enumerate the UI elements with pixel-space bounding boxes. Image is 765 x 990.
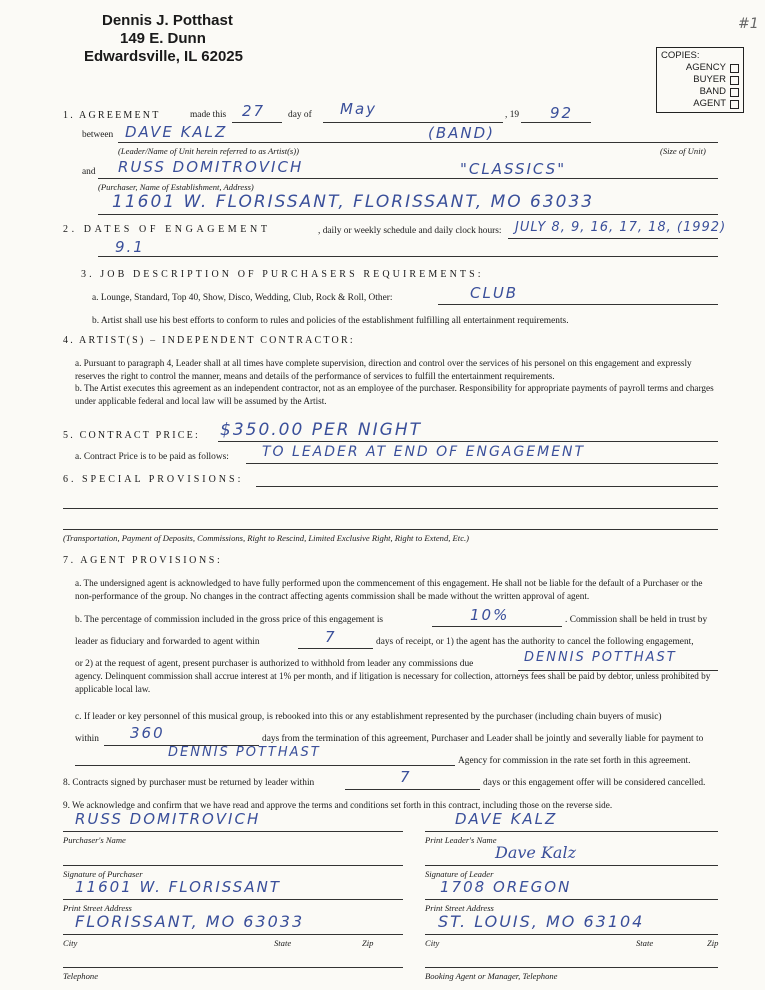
section-8-end: days or this engagement offer will be considered cancelled. xyxy=(483,778,706,788)
leader-street-label: Print Street Address xyxy=(425,903,494,913)
purchaser-street-field[interactable]: 11601 W. FLORISSANT xyxy=(75,878,281,896)
checkbox[interactable] xyxy=(730,64,739,73)
rebook-agency-field[interactable]: DENNIS POTTHAST xyxy=(168,745,321,760)
dates-field-2[interactable]: 9.1 xyxy=(115,238,145,256)
leader-caption: (Leader/Name of Unit herein referred to as Artist(s)) xyxy=(118,146,300,156)
section-6-label: 6. SPECIAL PROVISIONS: xyxy=(63,474,244,485)
purchaser-caption: (Purchaser, Name of Establishment, Address) xyxy=(98,182,254,192)
purchaser-city-label: City xyxy=(63,938,78,948)
section-7-b2-end: days of receipt, or 1) the agent has the authority to cancel the following engagement, xyxy=(376,637,694,647)
section-7-b3: or 2) at the request of agent, present purchaser is authorized to withhold from leader any commissions due xyxy=(75,659,474,669)
copy-agency[interactable] xyxy=(661,62,739,74)
section-7-c1: c. If leader or key personnel of this musical group, is rebooked into this or any establishment represented by the purchaser (including chain buyers of music) xyxy=(75,712,662,722)
copy-buyer[interactable] xyxy=(661,74,739,86)
section-4-label: 4. ARTIST(S) – INDEPENDENT CONTRACTOR: xyxy=(63,335,355,346)
section-7-a: a. The undersigned agent is acknowledged to have fully performed upon the commencement of this engagement. He shall not be liable for the default of a Purchaser or the non-performance of the group. No changes in the contract affecting agents commission shall be made without the written approval of agent. xyxy=(75,578,703,601)
agent-name: Dennis J. Potthast xyxy=(102,12,233,29)
section-7-c2: days from the termination of this agreement, Purchaser and Leader shall be jointly and severally liable for payment to xyxy=(262,734,704,744)
made-this-text: made this xyxy=(190,110,227,120)
leader-street-field[interactable]: 1708 OREGON xyxy=(440,878,572,896)
purchaser-name-field[interactable]: RUSS DOMITROVICH xyxy=(75,810,261,828)
copy-band[interactable] xyxy=(661,86,739,98)
year-field[interactable]: 92 xyxy=(550,104,574,122)
leader-signature-label: Signature of Leader xyxy=(425,869,494,879)
address-field[interactable]: 11601 W. FLORISSANT, FLORISSANT, MO 63033 xyxy=(112,192,595,212)
section-2-suffix: , daily or weekly schedule and daily clock hours: xyxy=(318,226,502,236)
rebook-days-field[interactable]: 360 xyxy=(130,724,165,742)
section-6-caption: (Transportation, Payment of Deposits, Commissions, Right to Rescind, Limited Exclusive Right, Right to Extend, Etc.) xyxy=(63,533,470,543)
purchaser-name-label: Purchaser's Name xyxy=(63,835,126,845)
section-7-b4: agency. Delinquent commission shall accrue interest at 1% per month, and if litigation is necessary for collection, attorneys fees shall be paid by debtor, unless prohibited by applicable local law. xyxy=(75,671,711,694)
copy-label: BUYER xyxy=(693,74,726,85)
payment-field[interactable]: TO LEADER AT END OF ENGAGEMENT xyxy=(262,444,586,460)
day-of-text: day of xyxy=(288,110,312,120)
section-3-b: b. Artist shall use his best efforts to conform to rules and policies of the establishment fulfilling all entertainment requirements. xyxy=(92,316,569,326)
section-8-text: 8. Contracts signed by purchaser must be returned by leader within xyxy=(63,778,315,788)
section-7-b2: leader as fiduciary and forwarded to agent within xyxy=(75,637,260,647)
size-caption: (Size of Unit) xyxy=(660,146,706,156)
booking-agent-label: Booking Agent or Manager, Telephone xyxy=(425,971,558,981)
telephone-label: Telephone xyxy=(63,971,99,981)
agent-city: Edwardsville, IL 62025 xyxy=(84,48,243,65)
job-other-field[interactable]: CLUB xyxy=(470,284,519,302)
day-field[interactable]: 27 xyxy=(242,102,266,120)
section-4-b: b. The Artist executes this agreement as an independent contractor, not as an employee of the purchaser. Responsibility for appropriate payments of payroll terms and charges under applicable federal and local law will be assumed by the Artist. xyxy=(75,383,714,406)
return-days-field[interactable]: 7 xyxy=(400,768,412,786)
purchaser-state-label: State xyxy=(274,938,292,948)
copy-label: AGENCY xyxy=(685,62,726,73)
section-3-a: a. Lounge, Standard, Top 40, Show, Disco, Wedding, Club, Rock & Roll, Other: xyxy=(92,293,393,303)
section-9-text: 9. We acknowledge and confirm that we have read and approve the terms and conditions set forth in this contract, including those on the reverse side. xyxy=(63,800,613,810)
purchaser-field[interactable]: RUSS DOMITROVICH xyxy=(118,158,304,176)
between-text: between xyxy=(82,130,114,140)
copy-agent[interactable] xyxy=(661,98,739,110)
purchaser-zip-label: Zip xyxy=(362,938,374,948)
leader-name-field[interactable]: DAVE KALZ xyxy=(455,810,558,828)
purchaser-street-label: Print Street Address xyxy=(63,903,132,913)
leader-city-label: City xyxy=(425,938,440,948)
band-field[interactable]: (BAND) xyxy=(428,124,496,142)
leader-zip-label: Zip xyxy=(707,938,719,948)
commission-field[interactable]: 10% xyxy=(470,606,510,624)
leader-state-label: State xyxy=(636,938,654,948)
establishment-field[interactable]: "CLASSICS" xyxy=(460,160,567,178)
leader-signature-field[interactable]: Dave Kalz xyxy=(495,843,576,862)
section-7-c-within: within xyxy=(75,734,99,744)
section-7-label: 7. AGENT PROVISIONS: xyxy=(63,555,223,566)
checkbox[interactable] xyxy=(730,100,739,109)
section-5-label: 5. CONTRACT PRICE: xyxy=(63,430,200,441)
checkbox[interactable] xyxy=(730,88,739,97)
section-7-c3: Agency for commission in the rate set forth in this agreement. xyxy=(458,756,691,766)
copies-box xyxy=(656,47,744,113)
purchaser-city-field[interactable]: FLORISSANT, MO 63033 xyxy=(75,912,305,931)
section-4-a: a. Pursuant to paragraph 4, Leader shall at all times have complete supervision, direction and control over the services of his personel on this engagement and expressly reserves the right to control the manner, means and details of the performance of services to fulfill the entertainment requirements. xyxy=(75,358,692,381)
year-prefix: , 19 xyxy=(505,110,520,120)
corner-mark: #1 xyxy=(738,16,759,32)
copy-label: BAND xyxy=(699,86,726,97)
section-1-label: 1. AGREEMENT xyxy=(63,110,161,121)
agent-street: 149 E. Dunn xyxy=(120,30,206,47)
month-field[interactable]: May xyxy=(340,100,378,118)
leader-field[interactable]: DAVE KALZ xyxy=(125,123,228,141)
section-5-a: a. Contract Price is to be paid as follows: xyxy=(75,452,229,462)
leader-name-label: Print Leader's Name xyxy=(425,835,497,845)
copies-title: COPIES: xyxy=(661,50,700,61)
commission-due-field[interactable]: DENNIS POTTHAST xyxy=(524,650,677,665)
checkbox[interactable] xyxy=(730,76,739,85)
dates-field[interactable]: JULY 8, 9, 16, 17, 18, (1992) xyxy=(515,220,727,235)
forward-days-field[interactable]: 7 xyxy=(325,628,337,646)
price-field[interactable]: $350.00 PER NIGHT xyxy=(220,420,422,440)
purchaser-signature-label: Signature of Purchaser xyxy=(63,869,143,879)
leader-city-field[interactable]: ST. LOUIS, MO 63104 xyxy=(438,912,645,931)
section-7-b1: b. The percentage of commission included in the gross price of this engagement is xyxy=(75,615,384,625)
section-3-label: 3. JOB DESCRIPTION OF PURCHASERS REQUIREMENTS: xyxy=(81,269,484,280)
section-7-b1-end: . Commission shall be held in trust by xyxy=(565,615,708,625)
section-2-label: 2. DATES OF ENGAGEMENT xyxy=(63,224,271,235)
copy-label: AGENT xyxy=(693,98,726,109)
and-text: and xyxy=(82,167,96,177)
